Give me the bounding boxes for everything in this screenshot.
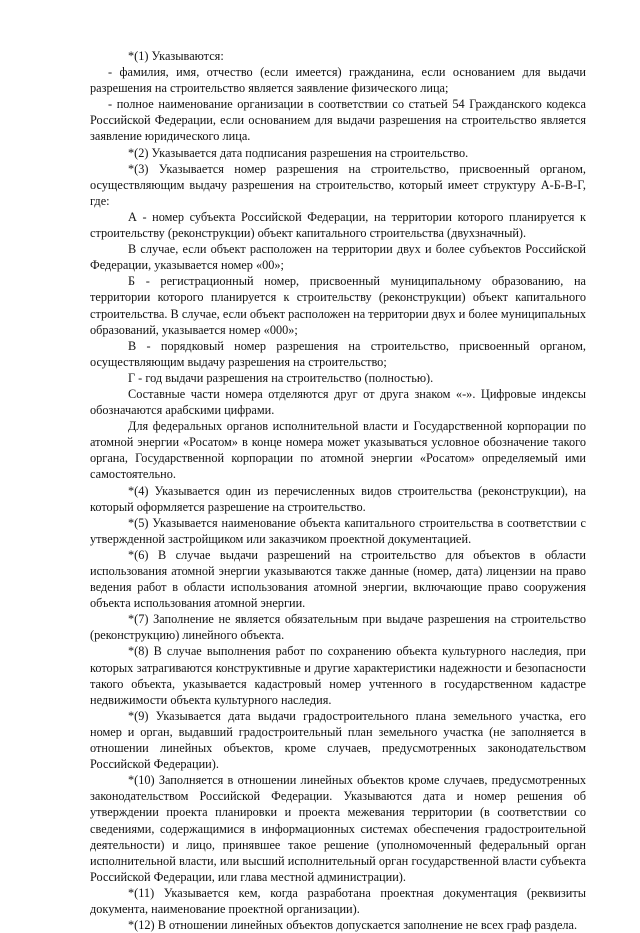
note-1-item-organization: - полное наименование организации в соответствии со статьей 54 Гражданского кодекса Российской Федерации, если основанием для выдачи разрешения на строительство является заявление юридического лица. (90, 97, 586, 144)
note-3-federal-rule: Для федеральных органов исполнительной власти и Государственной корпорации по атомной энергии «Росатом» в конце номера может указываться условное обозначение такого органа, Государственной корпорации по атомной энергии «Росатом» определяемый ими самостоятельно. (90, 419, 586, 482)
note-10: *(10) Заполняется в отношении линейных объектов кроме случаев, предусмотренных законодательством Российской Федерации. Указываются дата и номер решения об утверждении проекта планировки и проекта межевания территории (в соответствии со сведениями, содержащимися в информационных системах обеспечения градостроительной деятельности) и лицо, принявшее такое решение (уполномоченный федеральный орган исполнительной власти, или высший исполнительный орган государственной власти субъекта Российской Федерации, или глава местной администрации). (90, 773, 586, 884)
note-3-part-a-exception: В случае, если объект расположен на территории двух и более субъектов Российской Федерации, указывается номер «00»; (90, 242, 586, 273)
note-3-part-g: Г - год выдачи разрешения на строительство (полностью). (128, 370, 434, 385)
note-6: *(6) В случае выдачи разрешений на строительство для объектов в области использования атомной энергии указываются также данные (номер, дата) лицензии на право ведения работ в области использования атомной энергии, включающие право сооружения объекта использования атомной энергии. (90, 547, 586, 611)
note-1-item-person: - фамилия, имя, отчество (если имеется) гражданина, если основанием для выдачи разрешения на строительство является заявление физического лица; (90, 65, 586, 96)
note-1-heading: *(1) Указываются: (128, 49, 224, 63)
note-4: *(4) Указывается один из перечисленных видов строительства (реконструкции), на который оформляется разрешение на строительство. (90, 483, 586, 514)
note-3-part-v: В - порядковый номер разрешения на строительство, присвоенный органом, осуществляющим выдачу разрешения на строительство; (90, 338, 586, 369)
note-7: *(7) Заполнение не является обязательным при выдаче разрешения на строительство (реконструкцию) линейного объекта. (90, 612, 586, 643)
note-3: *(3) Указывается номер разрешения на строительство, присвоенный органом, осуществляющим выдачу разрешения на строительство, который имеет структуру А-Б-В-Г, где: (90, 161, 586, 208)
note-3-separator-rule: Составные части номера отделяются друг от друга знаком «-». Цифровые индексы обозначаются арабскими цифрами. (90, 386, 586, 418)
note-5: *(5) Указывается наименование объекта капитального строительства в соответствии с утвержденной застройщиком или заказчиком проектной документацией. (90, 515, 586, 546)
note-2: *(2) Указывается дата подписания разрешения на строительство. (128, 145, 469, 160)
note-11: *(11) Указывается кем, когда разработана проектная документация (реквизиты документа, наименование проектной организации). (90, 885, 586, 916)
note-3-part-b: Б - регистрационный номер, присвоенный муниципальному образованию, на территории которого планируется к строительству (реконструкции) объект капитального строительства. В случае, если объект расположен на территории двух и более муниципальных образований, указывается номер «000»; (90, 274, 586, 337)
note-3-part-a: А - номер субъекта Российской Федерации, на территории которого планируется к строительству (реконструкции) объект капитального строительства (двухзначный). (90, 209, 586, 241)
note-9: *(9) Указывается дата выдачи градостроительного плана земельного участка, его номер и орган, выдавший градостроительный план земельного участка (не заполняется в отношении линейных объектов, кроме случаев, предусмотренных законодательством Российской Федерации). (90, 708, 586, 772)
note-8: *(8) В случае выполнения работ по сохранению объекта культурного наследия, при которых затрагиваются конструктивные и другие характеристики надежности и безопасности такого объекта, указывается кадастровый номер учтенного в государственном кадастре недвижимости объекта культурного наследия. (90, 644, 586, 707)
note-12: *(12) В отношении линейных объектов допускается заполнение не всех граф раздела. (128, 918, 578, 933)
